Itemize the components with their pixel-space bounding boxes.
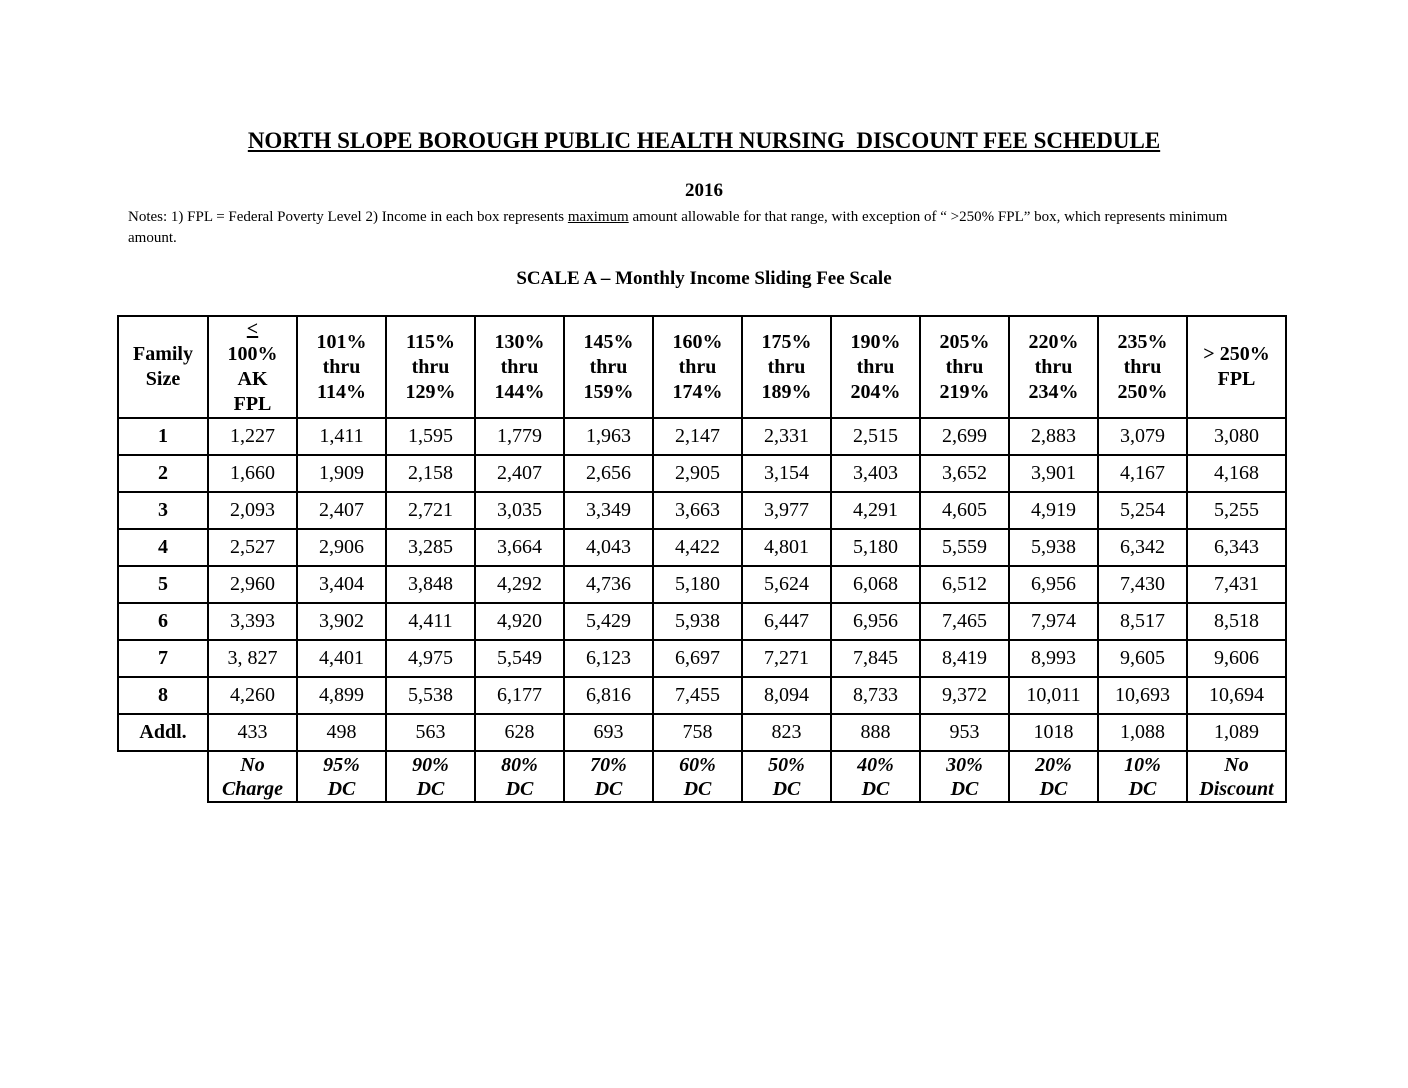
- header-line: 130%: [494, 330, 545, 353]
- family-size-cell: 8: [118, 677, 208, 714]
- income-cell: 4,168: [1187, 455, 1286, 492]
- income-cell: 3,902: [297, 603, 386, 640]
- discount-line: 80%: [501, 753, 538, 776]
- income-cell: 5,938: [653, 603, 742, 640]
- income-cell: 2,407: [297, 492, 386, 529]
- income-cell: 4,736: [564, 566, 653, 603]
- income-cell: 2,158: [386, 455, 475, 492]
- notes: [128, 207, 1268, 249]
- header-line: Family: [133, 343, 193, 365]
- header-line: Size: [145, 368, 181, 390]
- income-cell: 3,404: [297, 566, 386, 603]
- income-cell: 1,089: [1187, 714, 1286, 751]
- income-cell: 2,906: [297, 529, 386, 566]
- income-cell: 3,848: [386, 566, 475, 603]
- income-cell: 3,663: [653, 492, 742, 529]
- header-line: thru: [411, 355, 450, 378]
- income-cell: 3,664: [475, 529, 564, 566]
- income-cell: 1,411: [297, 418, 386, 455]
- income-cell: 758: [653, 714, 742, 751]
- income-cell: 4,920: [475, 603, 564, 640]
- discount-line: DC: [594, 777, 623, 800]
- discount-line: 95%: [323, 753, 360, 776]
- income-cell: 8,993: [1009, 640, 1098, 677]
- income-cell: 3, 827: [208, 640, 297, 677]
- header-line: 175%: [761, 330, 812, 353]
- header-line: thru: [767, 355, 806, 378]
- header-line: AK: [237, 368, 268, 390]
- income-cell: 10,011: [1009, 677, 1098, 714]
- table-row: [118, 677, 1286, 714]
- income-cell: 2,093: [208, 492, 297, 529]
- income-cell: 3,079: [1098, 418, 1187, 455]
- discount-cell: [208, 751, 297, 802]
- income-cell: 6,177: [475, 677, 564, 714]
- discount-line: DC: [772, 777, 801, 800]
- income-cell: 4,167: [1098, 455, 1187, 492]
- discount-line: DC: [1128, 777, 1157, 800]
- discount-line: No: [240, 753, 265, 776]
- income-cell: 7,845: [831, 640, 920, 677]
- header-line: 160%: [672, 330, 723, 353]
- discount-cell: [1009, 751, 1098, 802]
- discount-line: 20%: [1035, 753, 1072, 776]
- fee-schedule-table: [117, 315, 1287, 803]
- header-row: [118, 316, 1286, 418]
- income-cell: 2,407: [475, 455, 564, 492]
- discount-line: 60%: [679, 753, 716, 776]
- income-cell: 5,538: [386, 677, 475, 714]
- discount-cell: [742, 751, 831, 802]
- discount-line: Charge: [221, 777, 284, 800]
- header-line: 115%: [406, 330, 455, 353]
- income-cell: 563: [386, 714, 475, 751]
- income-cell: 4,401: [297, 640, 386, 677]
- header-line: 205%: [939, 330, 990, 353]
- income-cell: 2,147: [653, 418, 742, 455]
- income-cell: 6,123: [564, 640, 653, 677]
- income-cell: 5,549: [475, 640, 564, 677]
- income-cell: 433: [208, 714, 297, 751]
- header-line: thru: [678, 355, 717, 378]
- income-cell: 7,430: [1098, 566, 1187, 603]
- income-cell: 4,260: [208, 677, 297, 714]
- discount-line: DC: [683, 777, 712, 800]
- income-cell: 888: [831, 714, 920, 751]
- header-line: 145%: [583, 330, 634, 353]
- header-line: thru: [322, 355, 361, 378]
- income-cell: 8,733: [831, 677, 920, 714]
- income-cell: 3,901: [1009, 455, 1098, 492]
- discount-line: 10%: [1124, 753, 1161, 776]
- header-range-9: [1009, 316, 1098, 418]
- table-row: [118, 640, 1286, 677]
- header-line: 129%: [405, 380, 456, 403]
- page-title: NORTH SLOPE BOROUGH PUBLIC HEALTH NURSING DISCOUNT FEE SCHEDULE: [247, 128, 1161, 153]
- table-row: [118, 455, 1286, 492]
- family-size-cell: 5: [118, 566, 208, 603]
- header-line: thru: [589, 355, 628, 378]
- header-line: 100%: [227, 343, 278, 365]
- income-cell: 7,455: [653, 677, 742, 714]
- income-cell: 8,419: [920, 640, 1009, 677]
- income-cell: 4,975: [386, 640, 475, 677]
- income-cell: 4,411: [386, 603, 475, 640]
- income-cell: 5,429: [564, 603, 653, 640]
- header-first-range: [208, 316, 297, 418]
- income-cell: 7,431: [1187, 566, 1286, 603]
- header-range-1: [297, 316, 386, 418]
- income-cell: 4,899: [297, 677, 386, 714]
- income-cell: 6,816: [564, 677, 653, 714]
- income-cell: 8,094: [742, 677, 831, 714]
- income-cell: 1018: [1009, 714, 1098, 751]
- notes-text-1: Notes: 1) FPL = Federal Poverty Level 2) Income in each box represents: [128, 209, 568, 225]
- income-cell: 6,956: [1009, 566, 1098, 603]
- discount-cell: [386, 751, 475, 802]
- discount-line: DC: [416, 777, 445, 800]
- table-row: [118, 529, 1286, 566]
- header-range-2: [386, 316, 475, 418]
- discount-line: DC: [861, 777, 890, 800]
- table-body: [118, 418, 1286, 802]
- discount-row: [118, 751, 1286, 802]
- discount-cell: [653, 751, 742, 802]
- discount-cell: [297, 751, 386, 802]
- income-cell: 2,699: [920, 418, 1009, 455]
- header-range-3: [475, 316, 564, 418]
- income-cell: 498: [297, 714, 386, 751]
- income-cell: 953: [920, 714, 1009, 751]
- income-cell: 4,043: [564, 529, 653, 566]
- discount-line: 50%: [768, 753, 805, 776]
- income-cell: 1,963: [564, 418, 653, 455]
- income-cell: 1,909: [297, 455, 386, 492]
- income-cell: 3,154: [742, 455, 831, 492]
- table-row: [118, 566, 1286, 603]
- scale-title: SCALE A – Monthly Income Sliding Fee Scale: [516, 268, 892, 289]
- income-cell: 2,656: [564, 455, 653, 492]
- income-cell: 2,905: [653, 455, 742, 492]
- discount-cell: [475, 751, 564, 802]
- income-cell: 3,393: [208, 603, 297, 640]
- header-line: thru: [856, 355, 895, 378]
- income-cell: 1,088: [1098, 714, 1187, 751]
- discount-cell: [1098, 751, 1187, 802]
- header-range-7: [831, 316, 920, 418]
- schedule-year: 2016: [685, 180, 723, 201]
- income-cell: 2,960: [208, 566, 297, 603]
- income-cell: 1,227: [208, 418, 297, 455]
- discount-line: 40%: [857, 753, 894, 776]
- header-range-5: [653, 316, 742, 418]
- income-cell: 5,938: [1009, 529, 1098, 566]
- income-cell: 6,512: [920, 566, 1009, 603]
- income-cell: 5,180: [653, 566, 742, 603]
- header-line: 144%: [494, 380, 545, 403]
- family-size-cell: 7: [118, 640, 208, 677]
- header-range-10: [1098, 316, 1187, 418]
- income-cell: 6,342: [1098, 529, 1187, 566]
- income-cell: 2,527: [208, 529, 297, 566]
- income-cell: 2,515: [831, 418, 920, 455]
- header-line: 159%: [583, 380, 634, 403]
- discount-line: 70%: [590, 753, 627, 776]
- header-line: 219%: [939, 380, 990, 403]
- income-cell: 3,349: [564, 492, 653, 529]
- income-cell: 628: [475, 714, 564, 751]
- income-cell: 6,447: [742, 603, 831, 640]
- header-range-6: [742, 316, 831, 418]
- family-size-cell: 1: [118, 418, 208, 455]
- notes-emphasis: maximum: [567, 209, 629, 225]
- income-cell: 5,254: [1098, 492, 1187, 529]
- income-cell: 823: [742, 714, 831, 751]
- notes-text-2: amount allowable for that range, with exception of “ >250% FPL” box, which represents minimum amount.: [128, 209, 1228, 246]
- header-line: thru: [500, 355, 539, 378]
- income-cell: 10,693: [1098, 677, 1187, 714]
- income-cell: 3,035: [475, 492, 564, 529]
- header-range-8: [920, 316, 1009, 418]
- discount-line: Discount: [1199, 777, 1274, 800]
- header-line: 234%: [1028, 380, 1079, 403]
- discount-line: 90%: [412, 753, 449, 776]
- income-cell: 3,080: [1187, 418, 1286, 455]
- discount-blank-cell: [118, 751, 208, 802]
- income-cell: 8,518: [1187, 603, 1286, 640]
- discount-line: DC: [1039, 777, 1068, 800]
- income-cell: 2,331: [742, 418, 831, 455]
- family-size-cell: Addl.: [118, 714, 208, 751]
- income-cell: 9,372: [920, 677, 1009, 714]
- income-cell: 9,605: [1098, 640, 1187, 677]
- table-row: [118, 492, 1286, 529]
- discount-line: DC: [950, 777, 979, 800]
- income-cell: 4,801: [742, 529, 831, 566]
- header-family-size: [118, 316, 208, 418]
- income-cell: 4,422: [653, 529, 742, 566]
- discount-cell: [831, 751, 920, 802]
- income-cell: 693: [564, 714, 653, 751]
- discount-cell: [564, 751, 653, 802]
- income-cell: 6,956: [831, 603, 920, 640]
- income-cell: 10,694: [1187, 677, 1286, 714]
- header-line: thru: [1034, 355, 1073, 378]
- income-cell: 3,403: [831, 455, 920, 492]
- header-line: > 250%: [1203, 343, 1270, 365]
- family-size-cell: 3: [118, 492, 208, 529]
- income-cell: 5,255: [1187, 492, 1286, 529]
- income-cell: 4,605: [920, 492, 1009, 529]
- income-cell: 5,559: [920, 529, 1009, 566]
- income-cell: 9,606: [1187, 640, 1286, 677]
- header-line: 101%: [316, 330, 367, 353]
- header-line: 235%: [1117, 330, 1168, 353]
- header-line: 189%: [761, 380, 812, 403]
- income-cell: 1,595: [386, 418, 475, 455]
- family-size-cell: 4: [118, 529, 208, 566]
- income-cell: 1,779: [475, 418, 564, 455]
- table-row: [118, 603, 1286, 640]
- header-range-11: [1187, 316, 1286, 418]
- income-cell: 7,465: [920, 603, 1009, 640]
- discount-line: 30%: [946, 753, 983, 776]
- income-cell: 6,697: [653, 640, 742, 677]
- discount-cell: [1187, 751, 1286, 802]
- header-line: thru: [1123, 355, 1162, 378]
- family-size-cell: 2: [118, 455, 208, 492]
- income-cell: 2,883: [1009, 418, 1098, 455]
- header-line: 250%: [1117, 380, 1168, 403]
- header-line: 114%: [317, 380, 366, 403]
- income-cell: 3,977: [742, 492, 831, 529]
- income-cell: 3,652: [920, 455, 1009, 492]
- income-cell: 6,068: [831, 566, 920, 603]
- header-range-4: [564, 316, 653, 418]
- income-cell: 1,660: [208, 455, 297, 492]
- income-cell: 4,291: [831, 492, 920, 529]
- header-line: 190%: [850, 330, 901, 353]
- header-line: 174%: [672, 380, 723, 403]
- header-symbol: <: [246, 318, 259, 340]
- income-cell: 7,974: [1009, 603, 1098, 640]
- header-line: 204%: [850, 380, 901, 403]
- income-cell: 3,285: [386, 529, 475, 566]
- family-size-cell: 6: [118, 603, 208, 640]
- table-row: [118, 714, 1286, 751]
- income-cell: 5,180: [831, 529, 920, 566]
- income-cell: 6,343: [1187, 529, 1286, 566]
- discount-line: DC: [327, 777, 356, 800]
- table-row: [118, 418, 1286, 455]
- discount-line: DC: [505, 777, 534, 800]
- income-cell: 8,517: [1098, 603, 1187, 640]
- income-cell: 7,271: [742, 640, 831, 677]
- income-cell: 4,292: [475, 566, 564, 603]
- discount-cell: [920, 751, 1009, 802]
- header-line: thru: [945, 355, 984, 378]
- discount-line: No: [1224, 753, 1249, 776]
- header-line: FPL: [1217, 368, 1256, 390]
- header-line: FPL: [233, 393, 272, 415]
- header-line: 220%: [1028, 330, 1079, 353]
- income-cell: 5,624: [742, 566, 831, 603]
- income-cell: 4,919: [1009, 492, 1098, 529]
- income-cell: 2,721: [386, 492, 475, 529]
